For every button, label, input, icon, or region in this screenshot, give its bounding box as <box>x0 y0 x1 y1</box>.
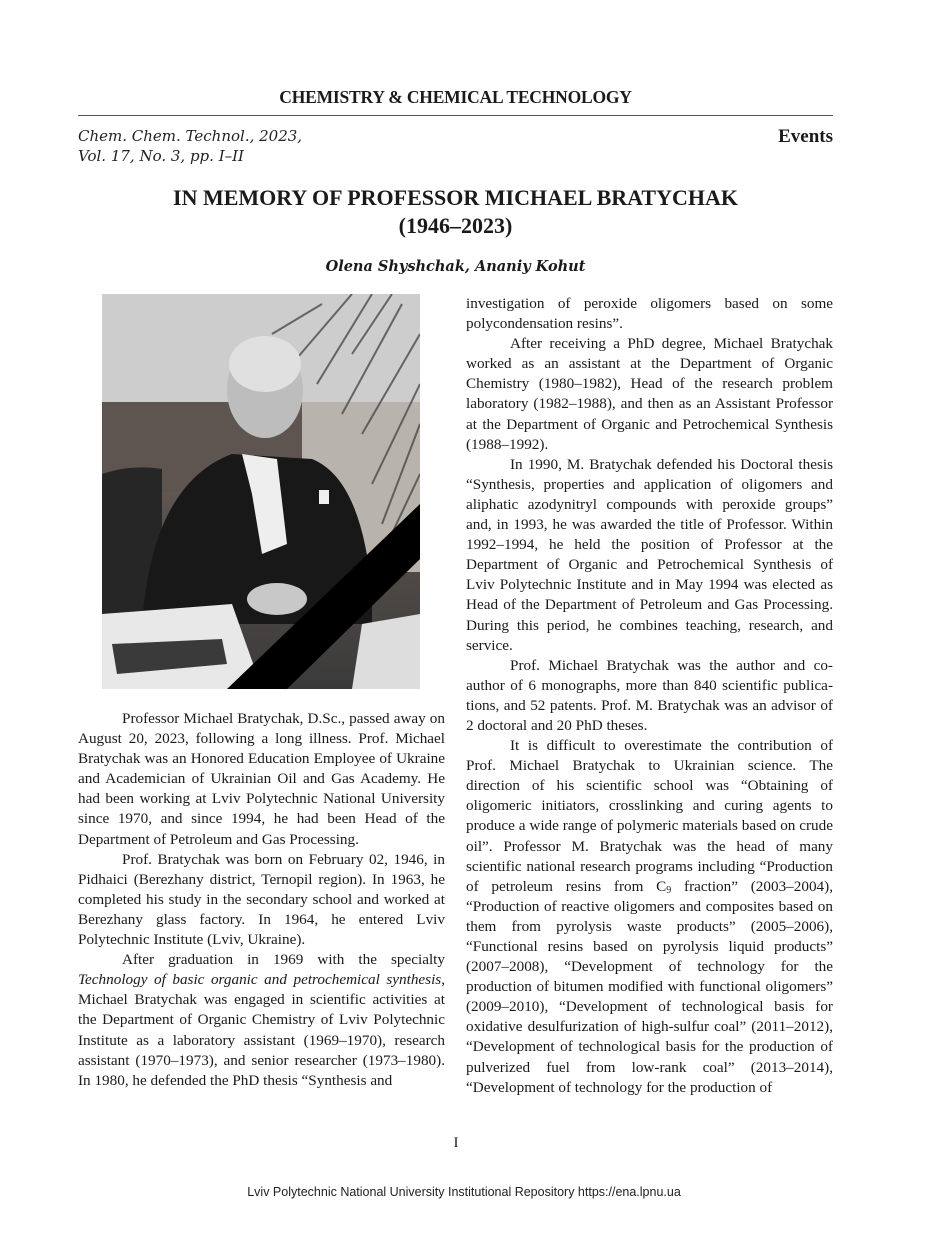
specialty-name: Technology of basic organic and petrochemical synthesis <box>78 971 442 989</box>
paragraph-text: After graduation in 1969 with the specialty <box>122 951 445 969</box>
left-column <box>78 709 445 1091</box>
repository-footer: Lviv Polytechnic National University Institutional Repository https://ena.lpnu.ua <box>247 1185 681 1199</box>
journal-name: CHEMISTRY & CHEMICAL TECHNOLOGY <box>279 87 632 107</box>
title-line-2: (1946–2023) <box>398 213 513 238</box>
paragraph-text: fraction” (2003–2004), “Production of reactive oligomers and composites based on them from pyrolysis waste products” (2005–2006), “Functional resins based on pyrolysis liquid products” (2007–2008), “Development of technology for the production of bitumen modified with functional oligomers” (2009–2010), “Development of technological basis for oxidative desulfurization of high-sulfur coal” (2011–2012), “Development of technological basis for the production of pulverized fuel from low-rank coal” (2013–2014), “Development of technology for the production of <box>466 877 833 1096</box>
paragraph: Prof. Michael Bratychak was the author and co-author of 6 monographs, more than 840 scientific publications, and 52 patents. Prof. M. Bratychak was an advisor of 2 doctoral and 20 PhD theses. <box>466 656 833 734</box>
paragraph-text: , Michael Bratychak was engaged in scientific activities at the Department of Organic Chemistry of Lviv Polytechnic Institute as a laboratory assistant (1969–1970), research assistant (1970–1973), and senior researcher (1973–1980). In 1980, he defended the PhD thesis “Synthesis and <box>78 971 445 1089</box>
paragraph <box>466 736 833 1098</box>
paragraph <box>78 950 445 1091</box>
title-line-1: IN MEMORY OF PROFESSOR MICHAEL BRATYCHAK <box>173 185 738 210</box>
portrait-illustration <box>102 294 420 689</box>
citation <box>78 126 302 166</box>
paragraph: After receiving a PhD degree, Michael Bratychak worked as an assistant at the Department of Organic Chemistry (1980–1982), Head of the research problem laboratory (1982–1988), and then as an Assistant Professor at the Department of Organic and Petrochemical Synthesis (1988–1992). <box>466 335 833 453</box>
portrait-photo <box>102 294 420 689</box>
header-rule <box>78 115 833 116</box>
page-number: I <box>453 1135 459 1151</box>
paragraph-text: It is difficult to overestimate the contribution of Prof. Michael Bratychak to Ukrainian science. The direction of his scientific school was “Obtaining of oligomeric initiators, crosslinking and curing agents to produce a wide range of polymeric materials based on crude oil”. Professor M. Bratychak was the head of many scientific national research programs including “Production of petroleum resins from C <box>466 737 833 895</box>
paragraph: Professor Michael Bratychak, D.Sc., passed away on August 20, 2023, following a long illness. Prof. Michael Bratychak was an Honored Education Employee of Ukraine and Academician of Ukrainian Oil and Gas Academy. He had been working at Lviv Polytechnic National University since 1970, and since 1994, he had been Head of the Department of Petroleum and Gas Processing. <box>78 710 445 848</box>
article-title <box>78 184 833 240</box>
paragraph-text: Prof. Bratychak was born on February 02, 1946, in Pidhaici (Berezhany district, Ternopil region). In 1963, he completed his study in the secondary school and worked at Berezhany glass factory. In 1964, he entered Lviv Polytechnic Institute (Lviv, Ukraine). <box>78 850 445 949</box>
citation-line-1: Chem. Chem. Technol., 2023, <box>78 127 303 145</box>
subscript: 9 <box>666 884 672 896</box>
article-authors: Olena Shyshchak, Ananiy Kohut <box>325 258 586 275</box>
paragraph-continued: investigation of peroxide oligomers based on some polycondensation resins”. <box>466 295 833 333</box>
right-column <box>466 294 833 1098</box>
citation-line-2: Vol. 17, No. 3, pp. I–II <box>78 147 244 165</box>
paragraph: In 1990, M. Bratychak defended his Doctoral thesis “Synthesis, properties and application of oligomers and aliphatic azodynitryl compounds with peroxide groups” and, in 1993, he was awarded the title of Professor. Within 1992–1994, he held the position of Professor at the Department of Organic and Petrochemical Synthesis of Lviv Polytechnic Institute and in May 1994 was elected as Head of the Department of Petroleum and Gas Processing. During this period, he combines teaching, research, and service. <box>466 455 833 654</box>
section-label: Events <box>778 126 833 147</box>
paragraph <box>78 850 445 950</box>
